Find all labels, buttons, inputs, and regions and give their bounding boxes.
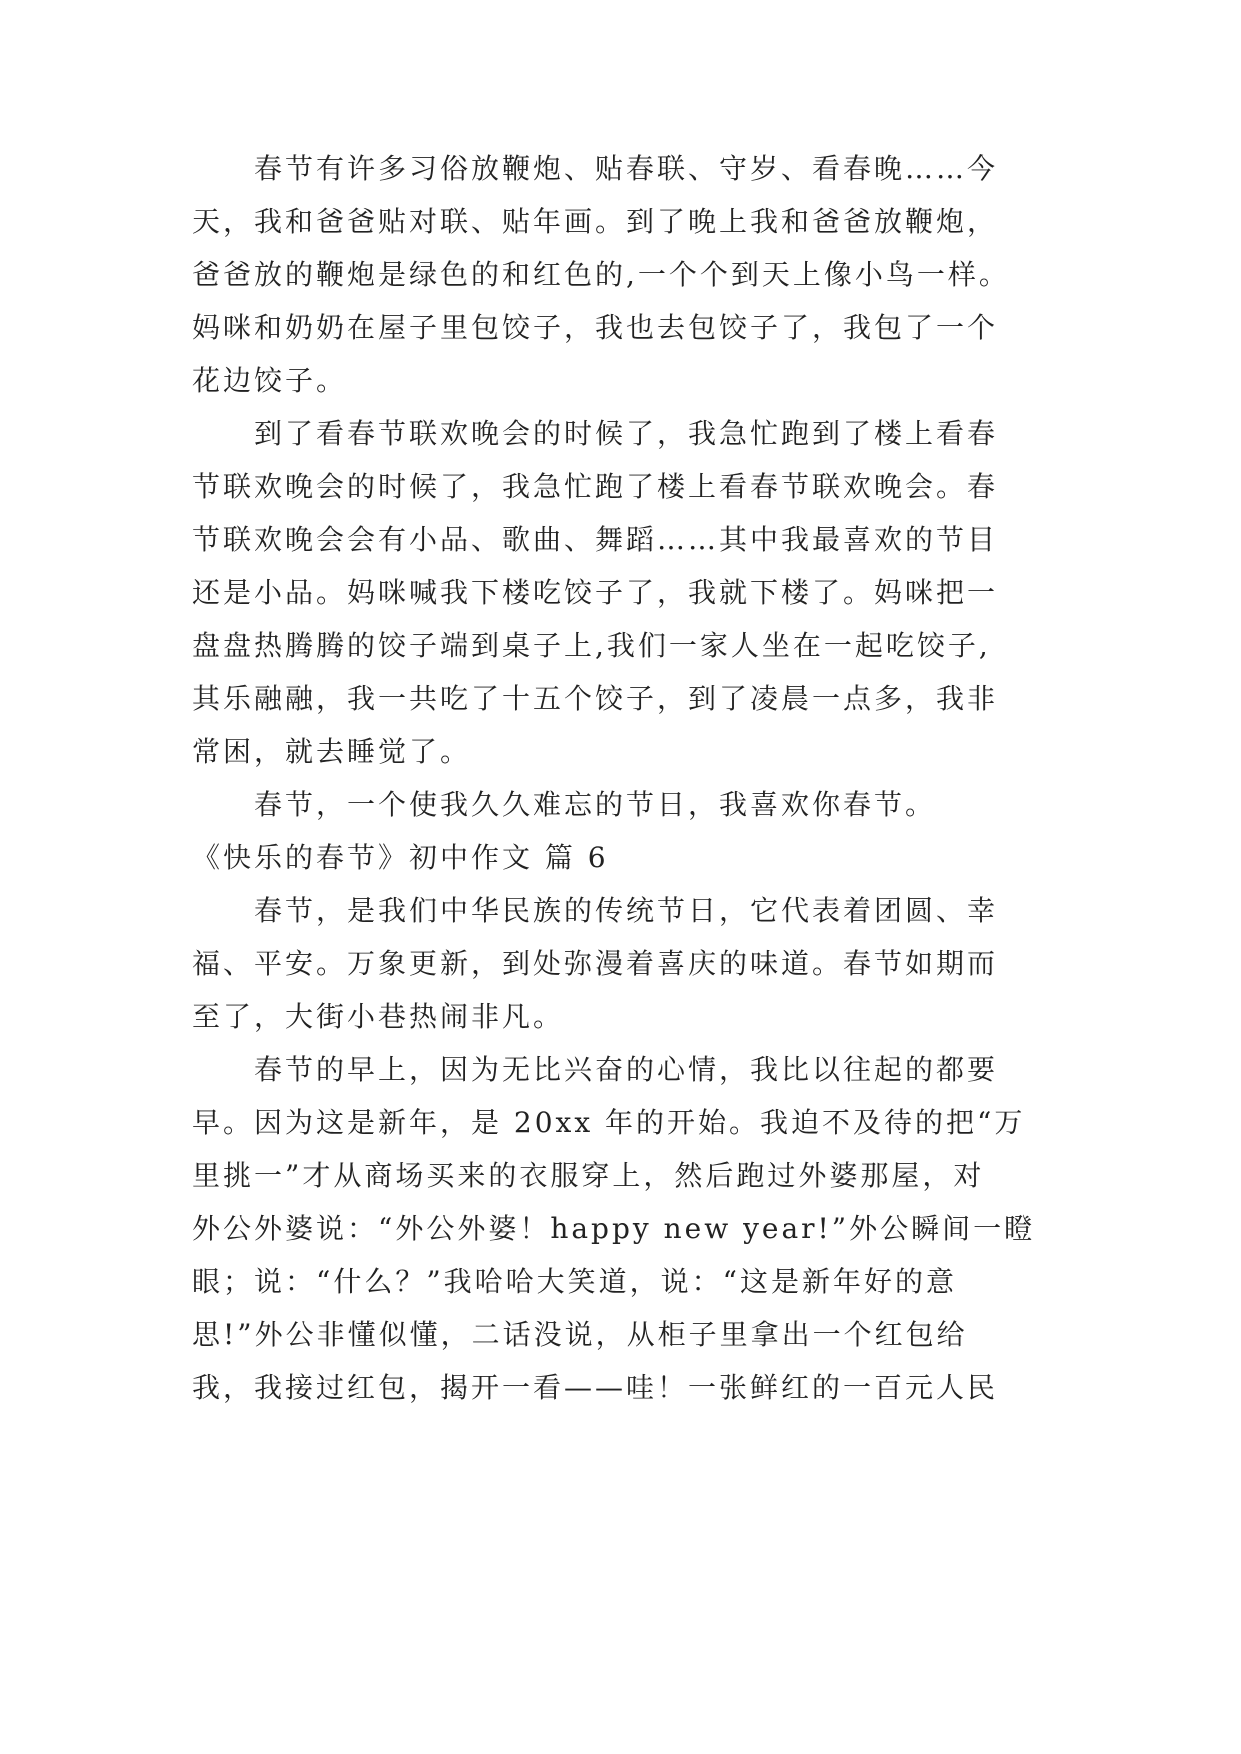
paragraph-line: 盘盘热腾腾的饺子端到桌子上,我们一家人坐在一起吃饺子,: [192, 629, 991, 662]
paragraph-line: 眼；说：“什么？”我哈哈大笑道，说：“这是新年好的意: [192, 1265, 957, 1298]
paragraph-line: 花边饺子。: [192, 364, 348, 397]
paragraph-line: 思!”外公非懂似懂，二话没说，从柜子里拿出一个红包给: [192, 1318, 968, 1351]
paragraph-line: 春节的早上，因为无比兴奋的心情，我比以往起的都要: [254, 1053, 999, 1086]
paragraph-line: 还是小品。妈咪喊我下楼吃饺子了，我就下楼了。妈咪把一: [192, 576, 999, 609]
paragraph-line: 至了，大街小巷热闹非凡。: [192, 1000, 565, 1033]
paragraph-line: 里挑一”才从商场买来的衣服穿上，然后跑过外婆那屋，对: [192, 1159, 985, 1192]
paragraph-line: 春节有许多习俗放鞭炮、贴春联、守岁、看春晚……今: [254, 152, 999, 185]
paragraph-line: 妈咪和奶奶在屋子里包饺子，我也去包饺子了，我包了一个: [192, 311, 999, 344]
paragraph-line: 天，我和爸爸贴对联、贴年画。到了晚上我和爸爸放鞭炮，: [192, 205, 999, 238]
section-heading: 《快乐的春节》初中作文 篇 6: [192, 841, 609, 874]
paragraph-line: 我，我接过红包，揭开一看——哇！一张鲜红的一百元人民: [192, 1371, 999, 1404]
paragraph-line: 到了看春节联欢晚会的时候了，我急忙跑到了楼上看春: [254, 417, 999, 450]
paragraph-line: 节联欢晚会会有小品、歌曲、舞蹈……其中我最喜欢的节目: [192, 523, 999, 556]
paragraph-line: 爸爸放的鞭炮是绿色的和红色的,一个个到天上像小鸟一样。: [192, 258, 1010, 291]
paragraph-line: 其乐融融，我一共吃了十五个饺子，到了凌晨一点多，我非: [192, 682, 999, 715]
paragraph-line: 常困，就去睡觉了。: [192, 735, 472, 768]
paragraph-line: 早。因为这是新年，是 20xx 年的开始。我迫不及待的把“万: [192, 1106, 1026, 1139]
paragraph-line: 福、平安。万象更新，到处弥漫着喜庆的味道。春节如期而: [192, 947, 999, 980]
paragraph-line: 节联欢晚会的时候了，我急忙跑了楼上看春节联欢晚会。春: [192, 470, 999, 503]
paragraph-line: 春节，是我们中华民族的传统节日，它代表着团圆、幸: [254, 894, 999, 927]
paragraph-line: 外公外婆说：“外公外婆！happy new year!”外公瞬间一瞪: [192, 1212, 1036, 1245]
paragraph-line: 春节，一个使我久久难忘的节日，我喜欢你春节。: [254, 788, 937, 821]
